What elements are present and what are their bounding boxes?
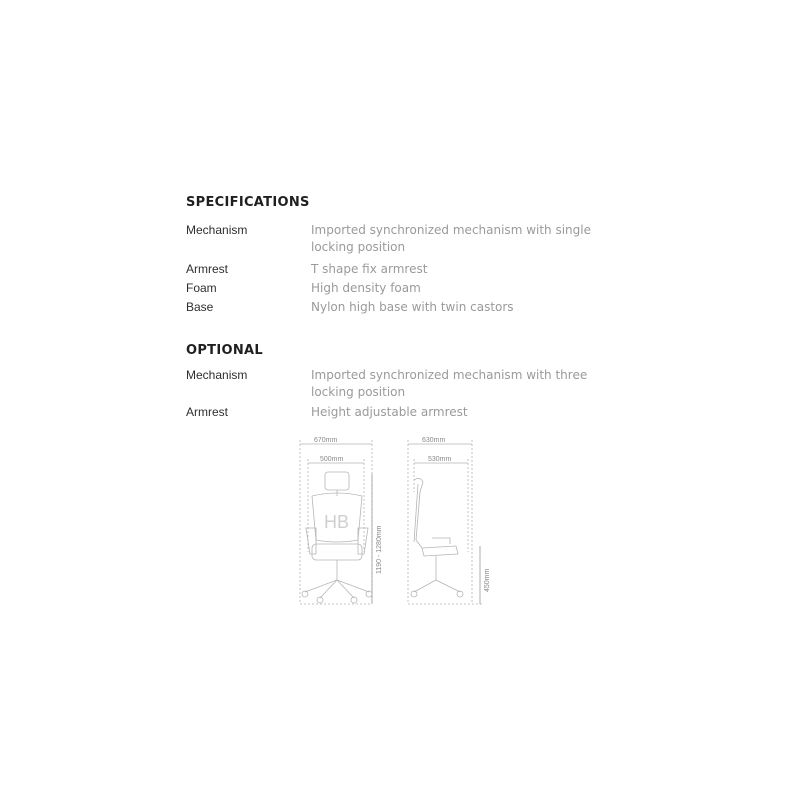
side-seat bbox=[422, 546, 458, 556]
spec-label: Armrest bbox=[186, 405, 228, 419]
spec-label: Mechanism bbox=[186, 223, 248, 237]
spec-value: T shape fix armrest bbox=[311, 262, 428, 276]
spec-label: Base bbox=[186, 300, 214, 314]
side-overall-depth-label: 630mm bbox=[422, 437, 446, 444]
front-height-label: 1190 - 1280mm bbox=[376, 525, 383, 574]
front-seat bbox=[312, 544, 362, 560]
side-base bbox=[414, 580, 460, 592]
optional-title: OPTIONAL bbox=[186, 343, 263, 358]
spec-value: Imported synchronized mechanism with three locking position bbox=[311, 368, 588, 399]
spec-value: Nylon high base with twin castors bbox=[311, 300, 514, 314]
model-label: HB bbox=[324, 512, 350, 532]
spec-row-armrest bbox=[186, 261, 626, 278]
spec-label: Mechanism bbox=[186, 368, 248, 382]
spec-row-foam bbox=[186, 280, 626, 297]
spec-value: Imported synchronized mechanism with single locking position bbox=[311, 223, 591, 254]
front-seat-width-label: 500mm bbox=[320, 456, 344, 463]
front-left-arm bbox=[306, 528, 316, 554]
optional-row-mechanism bbox=[186, 367, 626, 401]
chair-dimension-drawings bbox=[290, 432, 500, 612]
side-seat-height-label: 450mm bbox=[484, 568, 491, 592]
spec-label: Foam bbox=[186, 281, 217, 295]
spec-value: Height adjustable armrest bbox=[311, 405, 468, 419]
side-seat-depth-label: 530mm bbox=[428, 456, 452, 463]
front-right-arm bbox=[358, 528, 368, 554]
side-armrest bbox=[432, 538, 450, 544]
front-overall-width-label: 670mm bbox=[314, 437, 338, 444]
specifications-title: SPECIFICATIONS bbox=[186, 195, 310, 210]
front-headrest bbox=[325, 472, 349, 490]
front-base bbox=[305, 580, 369, 598]
side-backrest bbox=[414, 478, 423, 548]
spec-row-base bbox=[186, 299, 626, 316]
optional-row-armrest bbox=[186, 404, 626, 421]
spec-value: High density foam bbox=[311, 281, 421, 295]
chair-drawing-svg bbox=[290, 432, 500, 612]
spec-label: Armrest bbox=[186, 262, 228, 276]
spec-row-mechanism bbox=[186, 222, 626, 256]
